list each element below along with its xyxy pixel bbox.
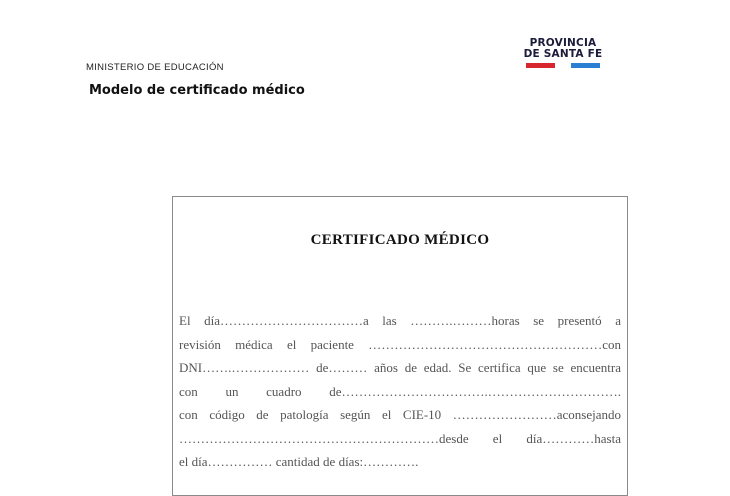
- certificate-line: ……………………………………………………desde el día…………hasta: [179, 430, 621, 446]
- logo-blue-bar: [571, 63, 600, 68]
- certificate-heading: CERTIFICADO MÉDICO: [310, 232, 490, 248]
- certificate-line: El día……………………………a las ……….………horas se presentó a: [179, 313, 621, 328]
- certificate-line: con un cuadro de…………………………….………………………….: [179, 383, 621, 399]
- logo-color-bars: [521, 63, 605, 68]
- certificate-body: [179, 309, 621, 474]
- certificate-line: con código de patología según el CIE-10 ……………………aconsejando: [179, 407, 621, 422]
- certificate-line: el día…………… cantidad de días:………….: [179, 454, 419, 469]
- logo-red-bar: [526, 63, 555, 68]
- document-title: Modelo de certificado médico: [89, 83, 305, 98]
- ministry-name: MINISTERIO DE EDUCACIÓN: [86, 62, 224, 73]
- certificate-line: DNI…….……………… de……… años de edad. Se certifica que se encuentra: [179, 360, 621, 375]
- certificate-line: revisión médica el paciente ………………………………………………con: [179, 336, 621, 352]
- province-logo: [521, 38, 605, 68]
- logo-line-1: PROVINCIA: [529, 37, 597, 49]
- certificate-box: [172, 196, 628, 496]
- logo-line-2: DE SANTA FE: [523, 48, 603, 60]
